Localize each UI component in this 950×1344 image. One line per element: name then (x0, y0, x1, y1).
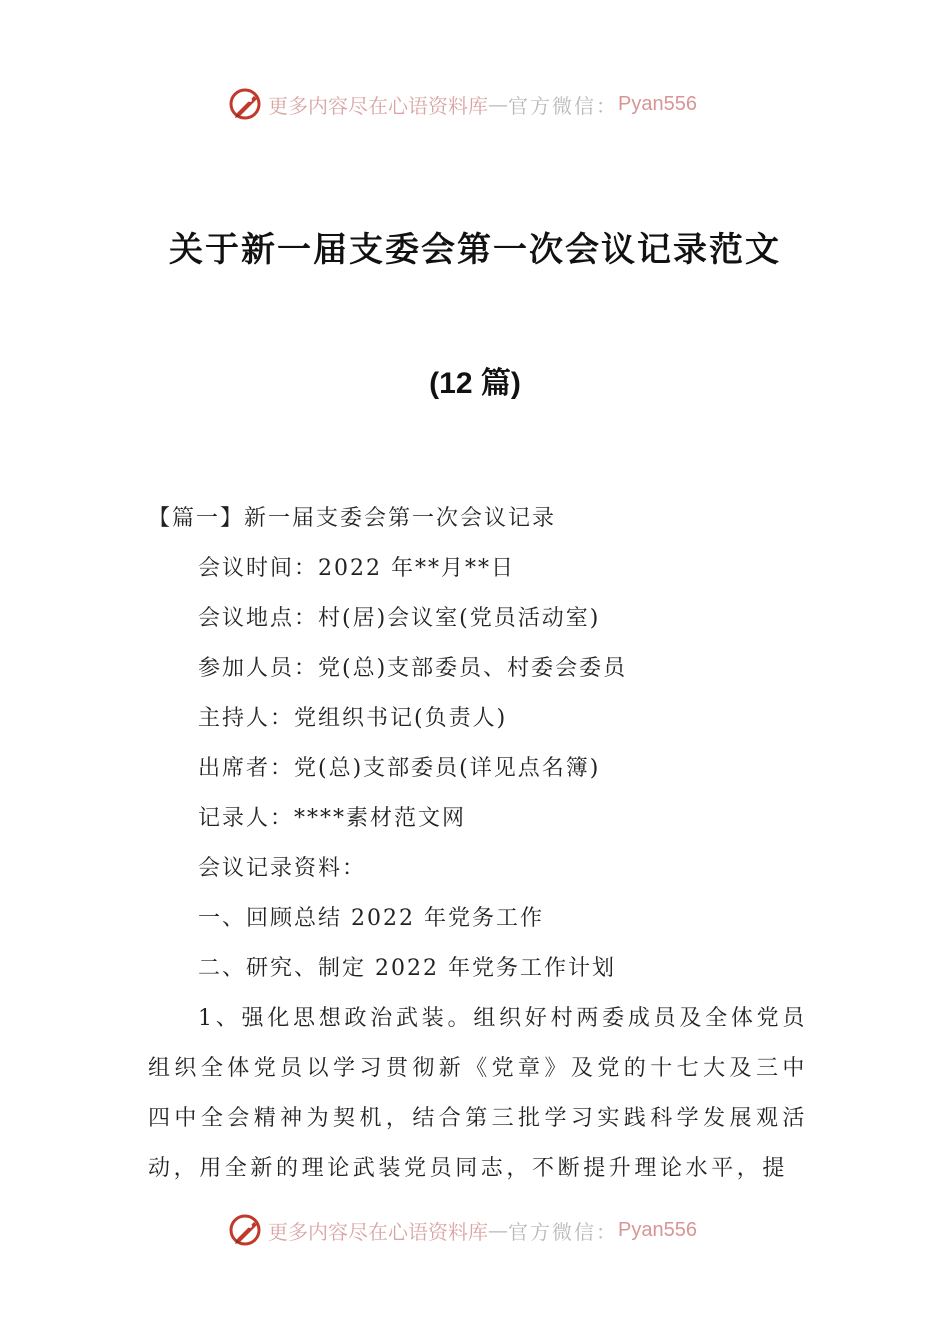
document-title: 关于新一届支委会第一次会议记录范文 (169, 230, 781, 270)
watermark-text: 更多内容尽在心语资料库 (268, 93, 488, 118)
meeting-time: 会议时间：2022 年**月**日 (198, 556, 515, 581)
meeting-host: 主持人：党组织书记(负责人) (198, 706, 508, 731)
watermark-text: 更多内容尽在心语资料库 (268, 1219, 488, 1244)
agenda-item-2: 二、研究、制定 2022 年党务工作计划 (198, 956, 616, 981)
meeting-attendees: 出席者：党(总)支部委员(详见点名簿) (198, 756, 601, 781)
section-heading: 【篇一】新一届支委会第一次会议记录 (148, 506, 557, 531)
agenda-item-1: 一、回顾总结 2022 年党务工作 (198, 906, 544, 931)
meeting-location: 会议地点：村(居)会议室(党员活动室) (198, 606, 601, 631)
watermark-footer (228, 1210, 748, 1250)
meeting-participants: 参加人员：党(总)支部委员、村委会委员 (198, 656, 628, 681)
watermark-dash: — (488, 1218, 508, 1242)
watermark-label: 官方微信： (508, 93, 618, 118)
watermark-dash: — (488, 92, 508, 116)
watermark-header (228, 84, 748, 124)
body-paragraph: 1、强化思想政治武装。组织好村两委成员及全体党员组织全体党员以学习贯彻新《党章》及党的十七大及三中四中全会精神为契机，结合第三批学习实践科学发展观活动，用全新的理论武装党员同志，不断提升理论水平，提 (148, 1006, 808, 1181)
meeting-records-label: 会议记录资料： (198, 856, 367, 881)
watermark-label: 官方微信： (508, 1219, 618, 1244)
watermark-id: Pyan556 (618, 1218, 697, 1241)
meeting-recorder: 记录人：****素材范文网 (198, 806, 467, 831)
document-body (148, 494, 808, 1194)
document-subtitle: (12 篇) (429, 367, 521, 400)
pen-logo-icon (228, 86, 264, 122)
pen-logo-icon (228, 1212, 264, 1248)
watermark-id: Pyan556 (618, 92, 697, 115)
